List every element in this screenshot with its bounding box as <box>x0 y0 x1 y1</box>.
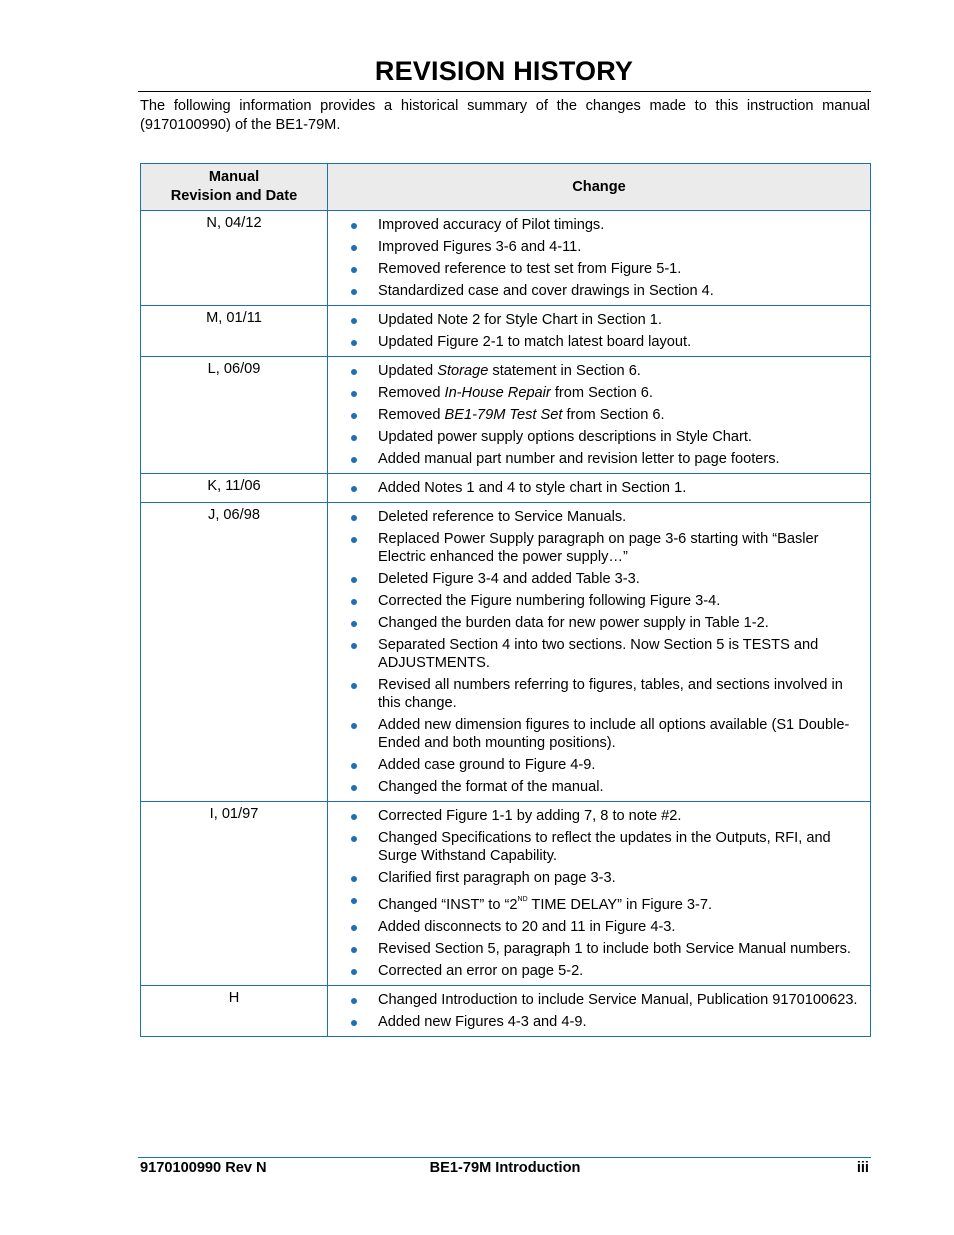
list-item <box>328 448 862 470</box>
table-row <box>141 306 871 357</box>
change-list <box>328 506 862 798</box>
list-item <box>328 360 862 382</box>
change-text: TIME DELAY” in Figure 3-7. <box>527 897 713 913</box>
change-text: Updated Figure 2-1 to match latest board layout. <box>378 334 692 350</box>
revision-cell: M, 01/11 <box>141 306 328 357</box>
bullet-icon <box>351 969 357 975</box>
revision-cell: I, 01/97 <box>141 802 328 986</box>
footer-page-number: iii <box>856 1160 869 1176</box>
change-text: Corrected Figure 1-1 by adding 7, 8 to note #2. <box>378 808 682 824</box>
revision-cell: J, 06/98 <box>141 503 328 802</box>
bullet-icon <box>351 763 357 769</box>
bullet-icon <box>351 947 357 953</box>
change-text: Deleted Figure 3-4 and added Table 3-3. <box>378 571 640 587</box>
revision-cell: H <box>141 986 328 1037</box>
change-text: Revised Section 5, paragraph 1 to include both Service Manual numbers. <box>378 941 851 957</box>
list-item <box>328 214 862 236</box>
table-header-row <box>141 164 871 211</box>
change-text: Replaced Power Supply paragraph on page 3-6 starting with “Basler Electric enhanced the power supply…” <box>378 531 819 565</box>
list-item <box>328 280 862 302</box>
list-item <box>328 382 862 404</box>
change-text: Removed reference to test set from Figure 5-1. <box>378 261 682 277</box>
change-text: Added disconnects to 20 and 11 in Figure 4-3. <box>378 919 676 935</box>
list-item <box>328 568 862 590</box>
table-row <box>141 802 871 986</box>
list-item <box>328 426 862 448</box>
list-item <box>328 1011 862 1033</box>
change-list <box>328 477 862 499</box>
list-item <box>328 477 862 499</box>
change-text-italic: In-House Repair <box>444 385 551 401</box>
bullet-icon <box>351 1020 357 1026</box>
table-row <box>141 986 871 1037</box>
header-change: Change <box>328 164 871 211</box>
bullet-icon <box>351 621 357 627</box>
intro-paragraph: The following information provides a historical summary of the changes made to this instruction manual (9170100990) of the BE1-79M. <box>140 98 870 133</box>
revision-cell: K, 11/06 <box>141 474 328 503</box>
bullet-icon <box>351 876 357 882</box>
change-text: Changed the burden data for new power supply in Table 1-2. <box>378 615 769 631</box>
list-item <box>328 258 862 280</box>
bullet-icon <box>351 599 357 605</box>
footer-doc-number: 9170100990 Rev N <box>140 1160 267 1176</box>
bullet-icon <box>351 391 357 397</box>
change-text-italic: Storage <box>437 363 489 379</box>
change-text: Improved accuracy of Pilot timings. <box>378 217 605 233</box>
bullet-icon <box>351 515 357 521</box>
bullet-icon <box>351 223 357 229</box>
list-item <box>328 827 862 867</box>
bullet-icon <box>351 643 357 649</box>
header-revision <box>141 164 328 211</box>
revision-table <box>140 163 871 1037</box>
change-list <box>328 989 862 1033</box>
change-text: Standardized case and cover drawings in Section 4. <box>378 283 714 299</box>
table-row <box>141 503 871 802</box>
list-item <box>328 528 862 568</box>
change-list <box>328 360 862 470</box>
list-item <box>328 754 862 776</box>
change-text: Revised all numbers referring to figures, tables, and sections involved in this change. <box>378 677 843 711</box>
list-item <box>328 889 862 916</box>
list-item <box>328 867 862 889</box>
list-item <box>328 506 862 528</box>
change-text-superscript: ND <box>517 896 528 903</box>
bullet-icon <box>351 723 357 729</box>
change-cell <box>328 474 871 503</box>
change-text: Removed <box>378 407 445 423</box>
list-item <box>328 612 862 634</box>
bullet-icon <box>351 814 357 820</box>
list-item <box>328 805 862 827</box>
change-text: Clarified first paragraph on page 3-3. <box>378 870 616 886</box>
change-text: Corrected an error on page 5-2. <box>378 963 584 979</box>
change-text: from Section 6. <box>550 385 653 401</box>
bullet-icon <box>351 289 357 295</box>
table-row <box>141 211 871 306</box>
bullet-icon <box>351 435 357 441</box>
change-text: Corrected the Figure numbering following Figure 3-4. <box>378 593 721 609</box>
change-text: Added new dimension figures to include all options available (S1 Double-Ended and both mounting positions). <box>378 717 850 751</box>
list-item <box>328 960 862 982</box>
change-list <box>328 309 862 353</box>
change-cell <box>328 306 871 357</box>
revision-cell: L, 06/09 <box>141 357 328 474</box>
change-text: statement in Section 6. <box>488 363 641 379</box>
change-text: Changed Introduction to include Service Manual, Publication 9170100623. <box>378 992 858 1008</box>
change-text: Changed “INST” to “2 <box>378 897 518 913</box>
change-text: Changed the format of the manual. <box>378 779 604 795</box>
change-text: from Section 6. <box>562 407 665 423</box>
bullet-icon <box>351 998 357 1004</box>
change-text: Updated Note 2 for Style Chart in Section 1. <box>378 312 662 328</box>
table-row <box>141 474 871 503</box>
bullet-icon <box>351 340 357 346</box>
change-text: Removed <box>378 385 445 401</box>
bullet-icon <box>351 537 357 543</box>
list-item <box>328 714 862 754</box>
change-text: Updated power supply options descriptions in Style Chart. <box>378 429 752 445</box>
bullet-icon <box>351 898 357 904</box>
change-list <box>328 214 862 302</box>
change-cell <box>328 503 871 802</box>
change-text: Added new Figures 4-3 and 4-9. <box>378 1014 587 1030</box>
bullet-icon <box>351 683 357 689</box>
change-cell <box>328 211 871 306</box>
change-text: Deleted reference to Service Manuals. <box>378 509 627 525</box>
bullet-icon <box>351 413 357 419</box>
change-list <box>328 805 862 982</box>
change-cell <box>328 802 871 986</box>
change-text: Separated Section 4 into two sections. Now Section 5 is TESTS and ADJUSTMENTS. <box>378 637 819 671</box>
list-item <box>328 404 862 426</box>
bullet-icon <box>351 245 357 251</box>
header-revision-label: Revision and Date <box>170 188 298 204</box>
change-cell <box>328 357 871 474</box>
table-body <box>141 211 871 1037</box>
change-text: Added manual part number and revision letter to page footers. <box>378 451 780 467</box>
header-manual-label: Manual <box>208 169 260 185</box>
list-item <box>328 916 862 938</box>
bullet-icon <box>351 836 357 842</box>
list-item <box>328 331 862 353</box>
bullet-icon <box>351 318 357 324</box>
change-text: Improved Figures 3-6 and 4-11. <box>378 239 582 255</box>
list-item <box>328 776 862 798</box>
bullet-icon <box>351 577 357 583</box>
footer-rule <box>138 1157 871 1158</box>
bullet-icon <box>351 785 357 791</box>
list-item <box>328 634 862 674</box>
list-item <box>328 590 862 612</box>
list-item <box>328 938 862 960</box>
bullet-icon <box>351 267 357 273</box>
list-item <box>328 236 862 258</box>
bullet-icon <box>351 486 357 492</box>
table-row <box>141 357 871 474</box>
change-text: Changed Specifications to reflect the updates in the Outputs, RFI, and Surge Withstand Capability. <box>378 830 831 864</box>
change-text: Added case ground to Figure 4-9. <box>378 757 596 773</box>
bullet-icon <box>351 369 357 375</box>
bullet-icon <box>351 925 357 931</box>
change-text: Updated <box>378 363 438 379</box>
title-rule <box>138 91 871 92</box>
footer-section-title: BE1-79M Introduction <box>429 1160 581 1176</box>
change-text-italic: BE1-79M Test Set <box>444 407 563 423</box>
list-item <box>328 989 862 1011</box>
page-title: REVISION HISTORY <box>374 56 634 86</box>
bullet-icon <box>351 457 357 463</box>
list-item <box>328 674 862 714</box>
list-item <box>328 309 862 331</box>
change-text: Added Notes 1 and 4 to style chart in Section 1. <box>378 480 687 496</box>
change-cell <box>328 986 871 1037</box>
revision-cell: N, 04/12 <box>141 211 328 306</box>
